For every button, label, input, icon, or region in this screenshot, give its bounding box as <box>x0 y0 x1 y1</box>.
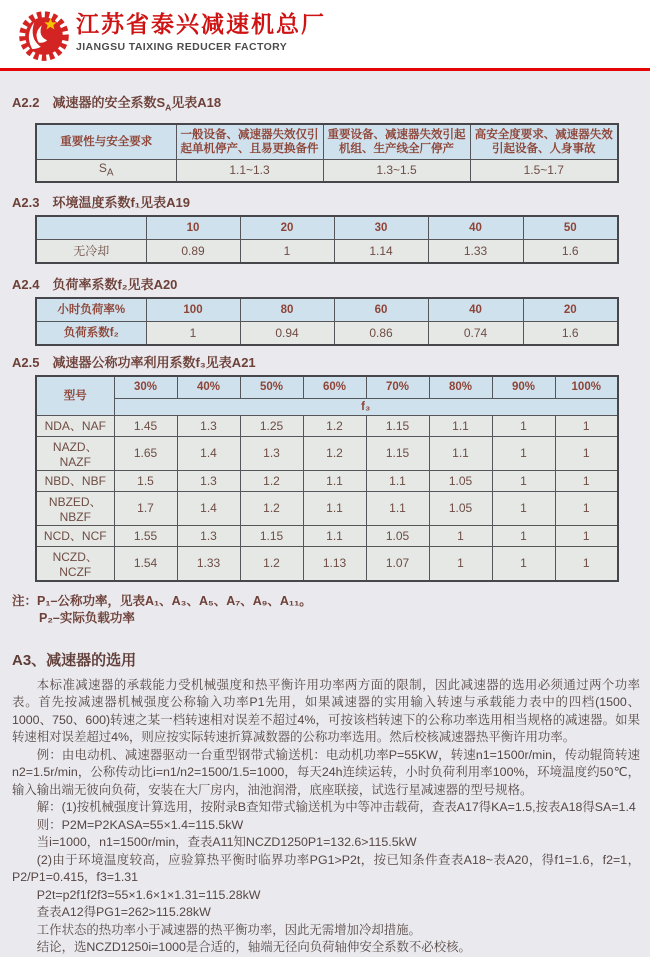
table-cell: 1.1 <box>303 525 366 546</box>
paragraph: 则：P2M=P2KASA=55×1.4=115.5kW <box>36 817 244 832</box>
section-heading-a2-3: A2.3 环境温度系数f₁见表A19 <box>12 194 191 210</box>
table-header-cell: 100 <box>146 298 240 322</box>
table-a21-power-utilization <box>35 375 619 582</box>
table-cell: 1.33 <box>177 546 240 581</box>
table-footnote <box>12 593 640 627</box>
table-cell: 1 <box>429 546 492 581</box>
company-subtitle: JIANGSU TAIXING REDUCER FACTORY <box>76 41 288 53</box>
table-header-row <box>36 124 618 160</box>
table-cell: 1.25 <box>240 415 303 436</box>
model-cell: NDA、NAF <box>36 415 114 436</box>
paragraph: 本标准减速器的承载能力受机械强度和热平衡许用功率两方面的限制，因此减速器的选用必须通过两个功率表。首先按减速器机械强度公称输入功率P1先用，如果减速器的实用输入转速与承载能力表中的四档(1500、1000、750、600)转速之某一档转速相对误差不超过4%，可按该档转速下的公称功率选用相当规格的减速器。如果转速相对误差超过4%，则应按实际转速折算减数器的公称功率选用。然后校核减速器热平衡许用功率。 <box>12 677 640 745</box>
table-cell: 1.1 <box>429 415 492 436</box>
table-cell: 1.7 <box>114 491 177 525</box>
paragraph: 工作状态的热功率小于减速器的热平衡功率，因此无需增加冷却措施。 <box>36 922 421 937</box>
table-cell: 1.2 <box>240 491 303 525</box>
table-header-cell: 50% <box>240 376 303 399</box>
table-cell: 1.6 <box>523 321 618 345</box>
table-cell: 1 <box>555 491 618 525</box>
table-cell: 1 <box>492 491 555 525</box>
footnote-line-2: P₂–实际负载功率 <box>39 610 135 625</box>
table-cell: 1 <box>492 470 555 491</box>
table-row <box>36 415 618 436</box>
footnote-line-1: 注：P₁–公称功率，见表A₁、A₃、A₅、A₇、A₉、A₁₁。 <box>12 593 312 608</box>
paragraph: 查表A12得PG1=262>115.28kW <box>36 905 211 920</box>
table-cell: 1 <box>146 321 240 345</box>
table-cell: 1.45 <box>114 415 177 436</box>
table-header-cell: 一般设备、减速器失效仅引起单机停产、且易更换备件 <box>176 124 323 160</box>
table-a18-safety-factor <box>35 123 619 183</box>
table-cell: 1.13 <box>303 546 366 581</box>
section-heading-a2-2 <box>12 95 640 116</box>
table-cell: 1 <box>492 546 555 581</box>
table-cell: 1.1 <box>303 491 366 525</box>
table-header-cell: 60 <box>334 298 428 322</box>
table-cell: 1.5 <box>114 470 177 491</box>
table-cell: 1.05 <box>429 470 492 491</box>
paragraph: 例：由电动机、减速器驱动一台重型钢带式输送机：电动机功率P=55KW，转速n1=1500r/min，传动辊筒转速n2=1.5r/min，公称传动比i=n1/n2=1500/1.5=1000，每天24h连续运转，小时负荷利用率100%，环境温度约50℃，输入输出端无彼向负荷，安装在大厂房内，油池润滑，底座联接，试选行星减速器的型号规格。 <box>12 747 640 797</box>
table-row <box>36 239 618 263</box>
table-header-cell: 80% <box>429 376 492 399</box>
table-cell: 1.15 <box>366 436 429 470</box>
table-row <box>36 470 618 491</box>
table-a19-temperature-factor <box>35 215 619 264</box>
table-cell: 1.4 <box>177 491 240 525</box>
table-header-row <box>36 298 618 322</box>
table-header-cell: 20 <box>523 298 618 322</box>
table-cell: 无冷却 <box>36 239 146 263</box>
paragraph: 结论，选NCZD1250i=1000是合适的，轴端无径向负荷轴伸安全系数不必校核。 <box>36 940 471 955</box>
table-row <box>36 525 618 546</box>
table-row <box>36 491 618 525</box>
table-header-cell-model: 型号 <box>36 376 114 416</box>
table-cell: 负荷系数f₂ <box>36 321 146 345</box>
table-cell: 1.3 <box>177 415 240 436</box>
section-heading-a2-4: A2.4 负荷率系数f₂见表A20 <box>12 276 178 292</box>
section-heading-a2-5: A2.5 减速器公称功率利用系数f₃见表A21 <box>12 354 256 370</box>
table-row <box>36 321 618 345</box>
table-cell: 1.15 <box>366 415 429 436</box>
paragraph: 解：(1)按机械强度计算选用，按附录B查知带式输送机为中等冲击载荷，查表A17得KA=1.5,按表A18得SA=1.4 <box>36 800 636 815</box>
table-cell: 1.1 <box>429 436 492 470</box>
heading-text: A2.2 减速器的安全系数S <box>12 95 166 110</box>
heading-text: 见表A18 <box>171 95 222 110</box>
table-cell: 1.33 <box>428 239 523 263</box>
table-row <box>36 159 618 182</box>
table-header-row <box>36 376 618 399</box>
table-subheader-row <box>36 398 618 415</box>
table-header-cell: 30% <box>114 376 177 399</box>
paragraph: 当i=1000，n1=1500r/min，查表A11知NCZD1250P1=132.6>115.5kW <box>36 835 417 850</box>
table-cell: 1.65 <box>114 436 177 470</box>
table-cell: 1.3 <box>240 436 303 470</box>
table-header-cell: 90% <box>492 376 555 399</box>
page-header <box>0 0 650 68</box>
table-cell: 1.14 <box>334 239 428 263</box>
table-cell: 1.2 <box>240 546 303 581</box>
model-cell: NCZD、NCZF <box>36 546 114 581</box>
table-header-row <box>36 216 618 240</box>
table-header-cell: 40% <box>177 376 240 399</box>
model-cell: NCD、NCF <box>36 525 114 546</box>
table-cell: 0.94 <box>240 321 334 345</box>
table-cell: 1 <box>492 436 555 470</box>
company-title: 江苏省泰兴减速机总厂 <box>76 11 326 37</box>
table-row <box>36 546 618 581</box>
table-header-cell: 重要性与安全要求 <box>36 124 176 160</box>
table-header-cell: 30 <box>334 216 428 240</box>
table-header-cell: 50 <box>523 216 618 240</box>
table-cell: 1.54 <box>114 546 177 581</box>
table-cell: 1.1 <box>366 491 429 525</box>
table-header-cell: 重要设备、减速器失效引起机组、生产线全厂停产 <box>323 124 470 160</box>
model-cell: NBZED、NBZF <box>36 491 114 525</box>
table-cell <box>36 159 176 182</box>
table-cell: 1 <box>492 525 555 546</box>
table-cell: 1.2 <box>303 436 366 470</box>
table-cell: 1.4 <box>177 436 240 470</box>
table-cell: 1.5~1.7 <box>470 159 618 182</box>
paragraph: P2t=p2f1f2f3=55×1.6×1×1.31=115.28kW <box>36 887 261 902</box>
table-header-cell <box>36 216 146 240</box>
table-row <box>36 436 618 470</box>
table-cell: 1.1 <box>303 470 366 491</box>
f3-label-cell: f₃ <box>114 398 618 415</box>
model-cell: NAZD、NAZF <box>36 436 114 470</box>
table-header-cell: 10 <box>146 216 240 240</box>
table-header-cell: 高安全度要求、减速器失效引起设备、人身事故 <box>470 124 618 160</box>
table-cell: 1.3~1.5 <box>323 159 470 182</box>
table-header-cell: 80 <box>240 298 334 322</box>
table-header-cell: 小时负荷率% <box>36 298 146 322</box>
table-cell: 1 <box>240 239 334 263</box>
table-a20-duty-factor <box>35 297 619 346</box>
table-header-cell: 70% <box>366 376 429 399</box>
model-cell: NBD、NBF <box>36 470 114 491</box>
table-cell: 0.89 <box>146 239 240 263</box>
table-cell: 1.2 <box>240 470 303 491</box>
table-cell: 1.05 <box>429 491 492 525</box>
document-body <box>0 71 650 957</box>
table-cell: 1 <box>429 525 492 546</box>
table-cell: 1.1~1.3 <box>176 159 323 182</box>
table-header-cell: 40 <box>428 298 523 322</box>
table-cell: 1.3 <box>177 525 240 546</box>
table-header-cell: 40 <box>428 216 523 240</box>
table-cell: 1.05 <box>366 525 429 546</box>
table-cell: 0.86 <box>334 321 428 345</box>
table-cell: 1 <box>555 415 618 436</box>
table-cell: 1.3 <box>177 470 240 491</box>
subscript: A <box>165 102 172 113</box>
table-cell: 1 <box>555 470 618 491</box>
table-cell: 1 <box>555 525 618 546</box>
table-header-cell: 100% <box>555 376 618 399</box>
selection-guide-text <box>12 677 640 957</box>
factory-gear-logo-icon <box>18 7 70 63</box>
table-header-cell: 60% <box>303 376 366 399</box>
table-cell: 1.55 <box>114 525 177 546</box>
table-header-cell: 20 <box>240 216 334 240</box>
sa-symbol: S <box>98 161 107 176</box>
paragraph: (2)由于环境温度较高，应验算热平衡时临界功率PG1>P2t，按已知条件查表A18~表A20，得f1=1.6，f2=1，P2/P1=0.415，f3=1.31 <box>12 852 640 885</box>
table-cell: 1.6 <box>523 239 618 263</box>
table-cell: 1 <box>555 436 618 470</box>
section-heading-a3: A3、减速器的选用 <box>12 651 137 669</box>
table-cell: 1.15 <box>240 525 303 546</box>
table-cell: 1 <box>555 546 618 581</box>
table-cell: 1 <box>492 415 555 436</box>
table-cell: 1.1 <box>366 470 429 491</box>
table-cell: 1.2 <box>303 415 366 436</box>
table-cell: 1.07 <box>366 546 429 581</box>
subscript: A <box>106 167 114 179</box>
brand-block <box>76 10 326 53</box>
table-cell: 0.74 <box>428 321 523 345</box>
